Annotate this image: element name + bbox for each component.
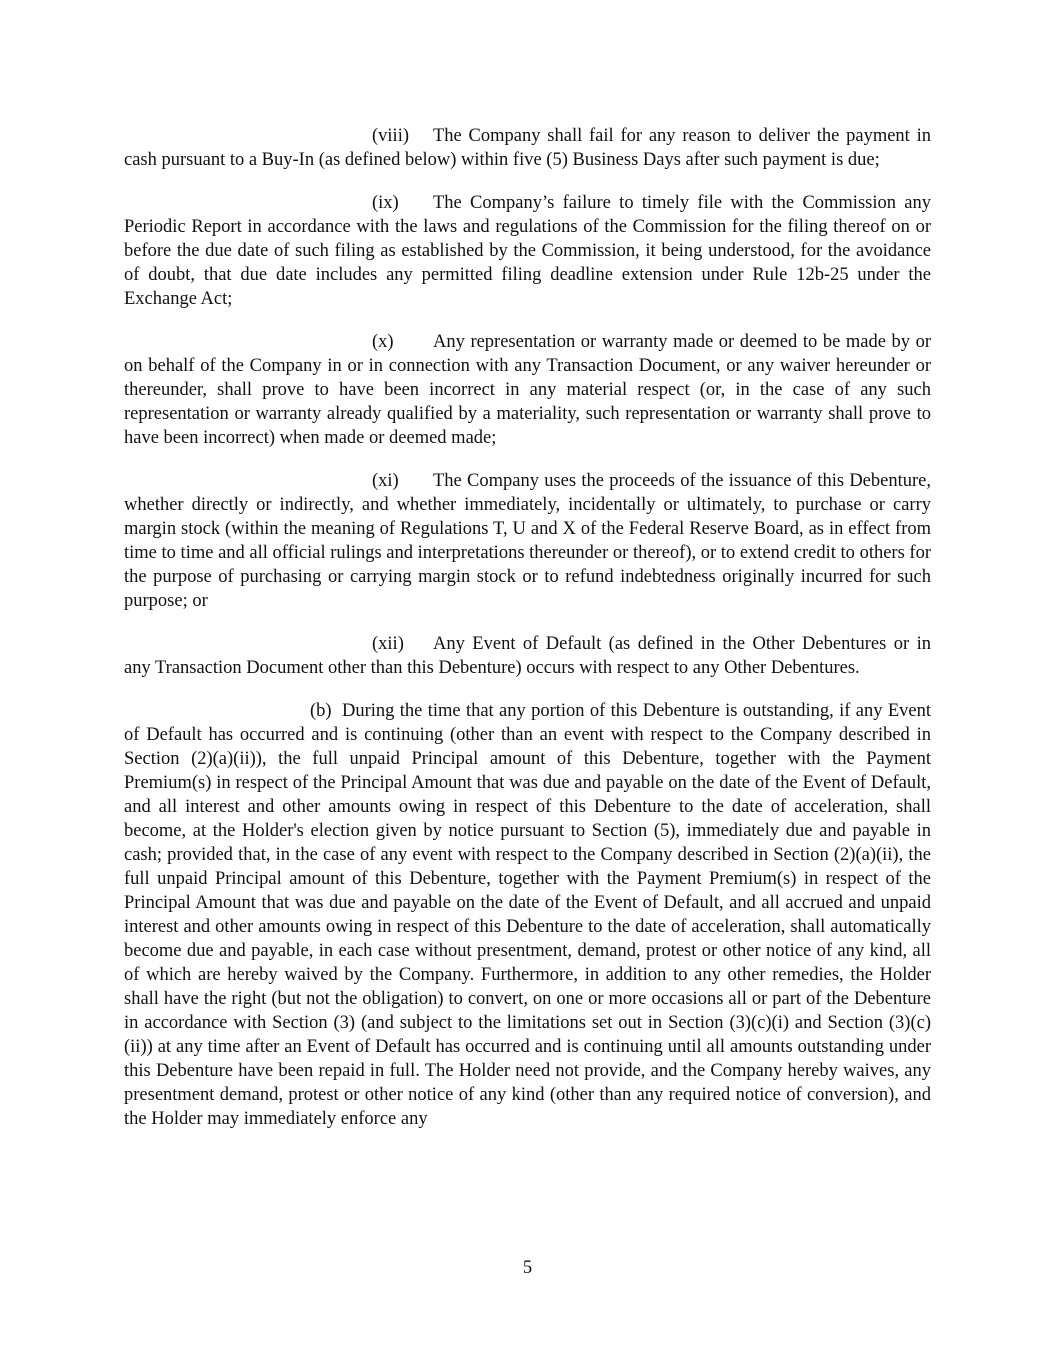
clause-x (124, 330, 931, 450)
clause-label: (viii) (372, 126, 409, 146)
clause-text: The Company’s failure to timely file with the Commission any Periodic Report in accordance with the laws and regulations of the Commission for the filing thereof on or before the due date of such filing as established by the Commission, it being understood, for the avoidance of doubt, that due date includes any permitted filing deadline extension under Rule 12b-25 under the Exchange Act; (124, 193, 931, 309)
section-text: During the time that any portion of this Debenture is outstanding, if any Event of Default has occurred and is continuing (other than an event with respect to the Company described in Section (2)(a)(ii)), the full unpaid Principal amount of this Debenture, together with the Payment Premium(s) in respect of the Principal Amount that was due and payable on the date of the Event of Default, and all interest and other amounts owing in respect of this Debenture to the date of acceleration, shall become, at the Holder's election given by notice pursuant to Section (5), immediately due and payable in cash; provided that, in the case of any event with respect to the Company described in Section (2)(a)(ii), the full unpaid Principal amount of this Debenture, together with the Payment Premium(s) in respect of the Principal Amount that was due and payable on the date of the Event of Default, and all accrued and unpaid interest and other amounts owing in respect of this Debenture to the date of acceleration, shall automatically become due and payable, in each case without presentment, demand, protest or other notice of any kind, all of which are hereby waived by the Company. Furthermore, in addition to any other remedies, the Holder shall have the right (but not the obligation) to convert, on one or more occasions all or part of the Debenture in accordance with Section (3) (and subject to the limitations set out in Section (3)(c)(i) and Section (3)(c)(ii)) at any time after an Event of Default has occurred and is continuing until all amounts outstanding under this Debenture have been repaid in full. The Holder need not provide, and the Company hereby waives, any presentment demand, protest or other notice of any kind (other than any required notice of conversion), and the Holder may immediately enforce any (124, 701, 931, 1129)
clause-label: (ix) (372, 193, 399, 213)
clause-label: (xii) (372, 634, 404, 654)
clause-text: Any representation or warranty made or deemed to be made by or on behalf of the Company in or in connection with any Transaction Document, or any waiver hereunder or thereunder, shall prove to have been incorrect in any material respect (or, in the case of any such representation or warranty already qualified by a materiality, such representation or warranty shall prove to have been incorrect) when made or deemed made; (124, 332, 931, 448)
section-label: (b) (310, 701, 332, 721)
clause-label: (x) (372, 332, 394, 352)
clause-text: Any Event of Default (as defined in the Other Debentures or in any Transaction Document other than this Debenture) occurs with respect to any Other Debentures. (124, 634, 931, 678)
clause-xii (124, 632, 931, 680)
clause-text: The Company shall fail for any reason to deliver the payment in cash pursuant to a Buy-In (as defined below) within five (5) Business Days after such payment is due; (124, 126, 931, 170)
section-b (124, 699, 931, 1131)
clause-label: (xi) (372, 471, 399, 491)
clause-ix (124, 191, 931, 311)
page-number: 5 (522, 1258, 533, 1278)
clause-viii (124, 124, 931, 172)
document-page (124, 124, 931, 1150)
clause-xi (124, 469, 931, 613)
clause-text: The Company uses the proceeds of the issuance of this Debenture, whether directly or indirectly, and whether immediately, incidentally or ultimately, to purchase or carry margin stock (within the meaning of Regulations T, U and X of the Federal Reserve Board, as in effect from time to time and all official rulings and interpretations thereunder or thereof), or to extend credit to others for the purpose of purchasing or carrying margin stock or to refund indebtedness originally incurred for such purpose; or (124, 471, 931, 611)
